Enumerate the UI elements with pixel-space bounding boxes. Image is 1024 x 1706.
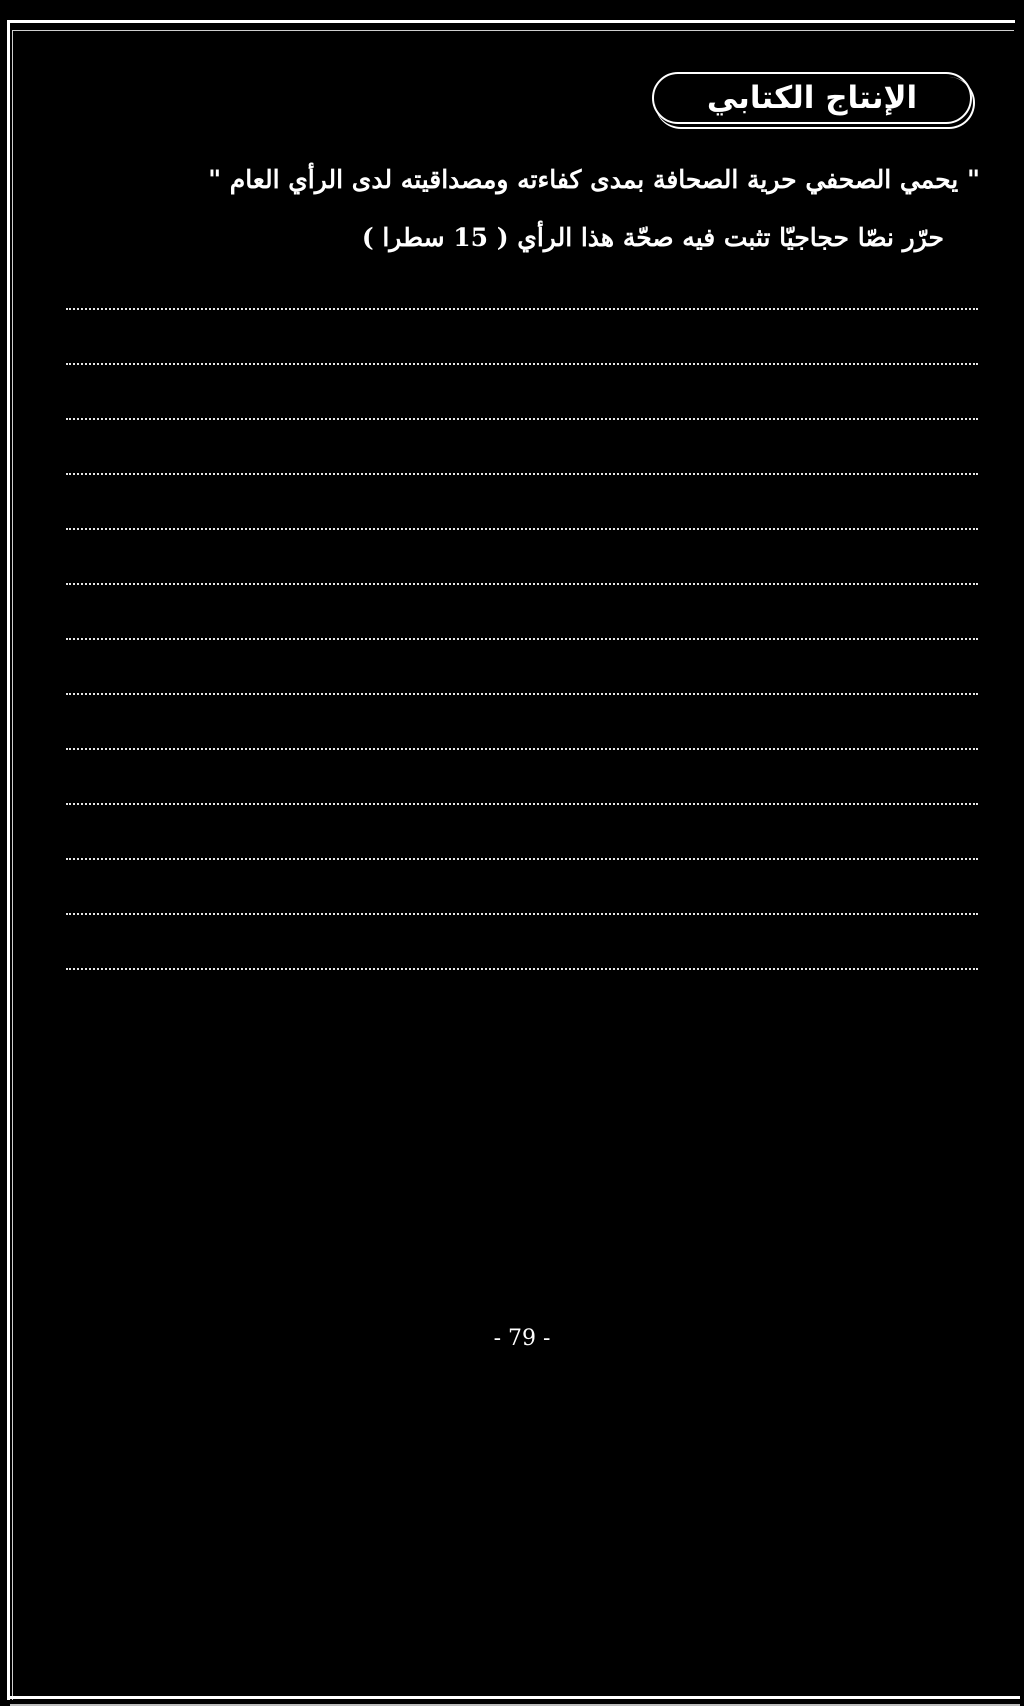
answer-line (66, 913, 978, 915)
answer-line (66, 803, 978, 805)
instruction-text: حرّر نصّا حجاجيّا تثبت فيه صحّة هذا الرأي ( 15 سطرا ) (361, 223, 944, 252)
answer-lines (66, 308, 978, 1023)
title-banner (652, 72, 972, 124)
page-number: - 79 - (493, 1326, 551, 1351)
answer-line (66, 693, 978, 695)
answer-line (66, 418, 978, 420)
quote-text: " يحمي الصحفي حرية الصحافة بمدى كفاءته ومصداقيته لدى الرأي العام " (208, 165, 980, 194)
answer-line (66, 858, 978, 860)
answer-line (66, 363, 978, 365)
answer-line (66, 748, 978, 750)
bottom-rule (10, 1696, 1020, 1699)
answer-line (66, 473, 978, 475)
answer-line (66, 308, 978, 310)
answer-line (66, 583, 978, 585)
answer-line (66, 638, 978, 640)
answer-line (66, 968, 978, 970)
title-text: الإنتاج الكتابي (706, 80, 918, 116)
answer-line (66, 528, 978, 530)
